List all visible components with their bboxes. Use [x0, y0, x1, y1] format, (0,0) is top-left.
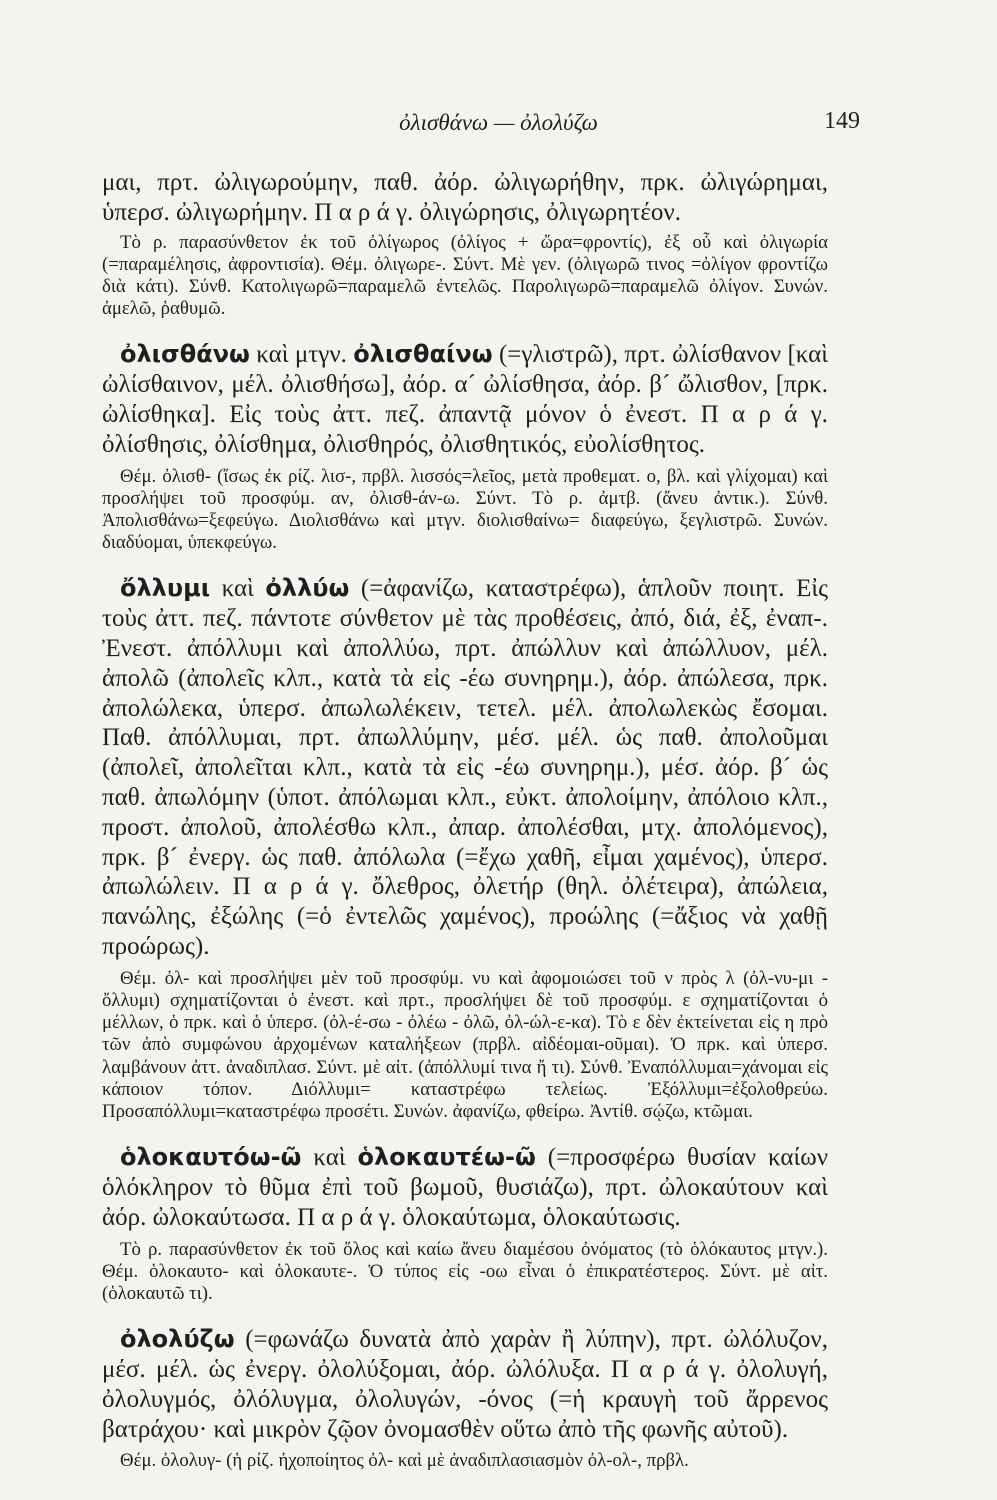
entry-headword-connector: καὶ μτγν. — [256, 341, 347, 369]
running-header-title: ὀλισθάνω — ὀλολύζω — [399, 110, 598, 135]
entry-etymology-note: Θέμ. ὀλολυγ- (ἡ ρίζ. ἠχοποίητος ὀλ- καὶ μὲ ἀναδιπλασιασμὸν ὀλ-ολ-, πρβλ. — [120, 1450, 689, 1472]
entry-ollymi — [102, 574, 828, 1123]
entry-etymology-note: Θέμ. ὀλ- καὶ προσλήψει μὲν τοῦ προσφύμ. νυ καὶ ἀφομοιώσει τοῦ ν πρὸς λ (ὀλ-νυ-μι - ὄλλυμι) σχηματίζονται ὁ ἐνεστ. καὶ πρτ., προσλήψει δὲ τοῦ προσφύμ. ε σχηματίζονται ὁ μέλλων, ὁ πρκ. καὶ ὁ ὑπερσ. (ὀλ-έ-σω - ὀλέω - ὀλῶ, ὀλ-ώλ-ε-κα). Τὸ ε δὲν ἐκτείνεται εἰς η πρὸ τῶν ἀπὸ συμφώνου ἀρχομένων καταλήξεων (πρβλ. αἰδέομαι-οῦμαι). Ὁ πρκ. καὶ ὑπερσ. λαμβάνουν ἀττ. ἀναδιπλασ. Σύντ. μὲ αἰτ. (ἀπόλλυμί τινα ἤ τι). Σύνθ. Ἐναπόλλυμαι=χάνομαι εἰς κάποιον τόπον. Διόλλυμι= καταστρέφω τελείως. Ἐξόλλυμι=ἐξολοθρεύω. Προσαπόλλυμι=καταστρέφω προσέτι. Συνών. ἀφανίζω, φθείρω. Ἀντίθ. σῴζω, κτῶμαι. — [102, 967, 828, 1122]
entry-main-paragraph — [102, 1143, 828, 1232]
entry-main-paragraph — [102, 574, 828, 961]
entry-olisthano — [102, 340, 828, 554]
entry-definition: (=γλιστρῶ), πρτ. ὠλίσθανον [καὶ ὠλίσθαινον, μέλ. ὀλισθήσω], ἀόρ. α´ ὠλίσθησα, ἀόρ. β´ ὤλισθον, [πρκ. ὠλίσθηκα]. Εἰς τοὺς ἀττ. πεζ. ἀπαντᾷ μόνον ὁ ἐνεστ. Π α ρ ά γ. ὀλίσθησις, ὀλίσθημα, ὀλισθηρός, ὀλισθητικός, εὐολίσθητος. — [102, 341, 828, 458]
entry-etymology-note: Θέμ. ὀλισθ- (ἴσως ἐκ ρίζ. λισ-, πρβλ. λισσός=λεῖος, μετὰ προθεματ. ο, βλ. καὶ γλίχομαι) καὶ προσλήψει τοῦ προσφύμ. αν, ὀλισθ-άν-ω. Σύντ. Τὸ ρ. ἀμτβ. (ἄνευ ἀντικ.). Σύνθ. Ἀπολισθάνω=ξεφεύγω. Διολισθάνω καὶ μτγν. διολισθαίνω= διαφεύγω, ξεγλιστρῶ. Συνών. διαδύομαι, ὑπεκφεύγω. — [102, 465, 828, 554]
entry-definition: (=προσφέρω θυσίαν καίων ὁλόκληρον τὸ θῦμα ἐπὶ τοῦ βωμοῦ, θυσιάζω), πρτ. ὠλοκαύτουν καὶ ἀόρ. ὠλοκαύτωσα. Π α ρ ά γ. ὁλοκαύτωμα, ὁλοκαύτωσις. — [102, 1144, 828, 1231]
continuation-paragraph: μαι, πρτ. ὠλιγωρούμην, παθ. ἀόρ. ὠλιγωρήθην, πρκ. ὠλιγώρημαι, ὑπερσ. ὠλιγωρήμην. Π α ρ ά γ. ὀλιγώρησις, ὀλιγωρητέον. — [102, 169, 828, 226]
entry-headword-connector: καὶ — [313, 1144, 346, 1172]
entry-main-paragraph — [102, 340, 828, 459]
entry-headword: ὁλοκαυτόω-ῶ — [120, 1143, 302, 1172]
entry-olokautoo — [102, 1143, 828, 1305]
entry-headword-connector: καὶ — [221, 575, 254, 603]
entry-headword-variant: ὀλλύω — [265, 574, 350, 603]
page-number: 149 — [824, 108, 860, 134]
entry-headword: ὄλλυμι — [120, 574, 211, 603]
entry-main-paragraph — [102, 1325, 828, 1444]
entry-ololyzo — [102, 1325, 828, 1472]
entry-definition: (=φωνάζω δυνατὰ ἀπὸ χαρὰν ἢ λύπην), πρτ. ὠλόλυζον, μέσ. μέλ. ὡς ἐνεργ. ὀλολύξομαι, ἀόρ. ὠλόλυξα. Π α ρ ά γ. ὀλολυγή, ὀλολυγμός, ὀλόλυγμα, ὀλολυγών, -όνος (=ἡ κραυγὴ τοῦ ἄρρενος βατράχου· καὶ μικρὸν ζῷον ὀνομασθὲν οὕτω ἀπὸ τῆς φωνῆς αὐτοῦ). — [102, 1326, 828, 1443]
entry-headword-variant: ὀλισθαίνω — [353, 340, 493, 369]
entry-headword: ὀλισθάνω — [120, 340, 250, 369]
entry-headword: ὀλολύζω — [120, 1325, 235, 1354]
entry-definition: (=ἀφανίζω, καταστρέφω), ἁπλοῦν ποιητ. Εἰς τοὺς ἀττ. πεζ. πάντοτε σύνθετον μὲ τὰς προθέσεις, ἀπό, διά, ἐξ, ἐναπ-. Ἐνεστ. ἀπόλλυμι καὶ ἀπολλύω, πρτ. ἀπώλλυν καὶ ἀπώλλυον, μέλ. ἀπολῶ (ἀπολεῖς κλπ., κατὰ τὰ εἰς -έω συνηρημ.), ἀόρ. ἀπώλεσα, πρκ. ἀπολώλεκα, ὑπερσ. ἀπωλωλέκειν, τετελ. μέλ. ἀπολωλεκὼς ἔσομαι. Παθ. ἀπόλλυμαι, πρτ. ἀπωλλύμην, μέσ. μέλ. ὡς παθ. ἀπολοῦμαι (ἀπολεῖ, ἀπολεῖται κλπ., κατὰ τὰ εἰς -έω συνηρημ.), μέσ. ἀόρ. β´ ὡς παθ. ἀπωλόμην (ὑποτ. ἀπόλωμαι κλπ., εὐκτ. ἀπολοίμην, ἀπόλοιο κλπ., προστ. ἀπολοῦ, ἀπολέσθω κλπ., ἀπαρ. ἀπολέσθαι, μτχ. ἀπολόμενος), πρκ. β´ ἐνεργ. ὡς παθ. ἀπόλωλα (=ἔχω χαθῆ, εἶμαι χαμένος), ὑπερσ. ἀπωλώλειν. Π α ρ ά γ. ὄλεθρος, ὀλετήρ (θηλ. ὀλέτειρα), ἀπώλεια, πανώλης, ἐξώλης (=ὁ ἐντελῶς χαμένος), προώλης (=ἄξιος νὰ χαθῇ προώρως). — [102, 575, 829, 960]
continuation-etymology-note: Τὸ ρ. παρασύνθετον ἐκ τοῦ ὀλίγωρος (ὀλίγος + ὤρα=φροντίς), ἐξ οὗ καὶ ὀλιγωρία (=παραμέλησις, ἀφροντισία). Θέμ. ὀλιγωρε-. Σύντ. Μὲ γεν. (ὀλιγωρῶ τινος =ὀλίγον φροντίζω διὰ κάτι). Σύνθ. Κατολιγωρῶ=παραμελῶ ἐντελῶς. Παρολιγωρῶ=παραμελῶ ὀλίγον. Συνών. ἀμελῶ, ῥαθυμῶ. — [102, 231, 828, 320]
entry-headword-variant: ὁλοκαυτέω-ῶ — [357, 1143, 536, 1172]
entry-etymology-note: Τὸ ρ. παρασύνθετον ἐκ τοῦ ὅλος καὶ καίω ἄνευ διαμέσου ὀνόματος (τὸ ὁλόκαυτος μτγν.). Θέμ. ὁλοκαυτο- καὶ ὁλοκαυτε-. Ὁ τύπος εἰς -οω εἶναι ὁ ἐπικρατέστερος. Σύντ. μὲ αἰτ. (ὁλοκαυτῶ τι). — [102, 1238, 828, 1304]
page-body — [102, 168, 828, 1473]
